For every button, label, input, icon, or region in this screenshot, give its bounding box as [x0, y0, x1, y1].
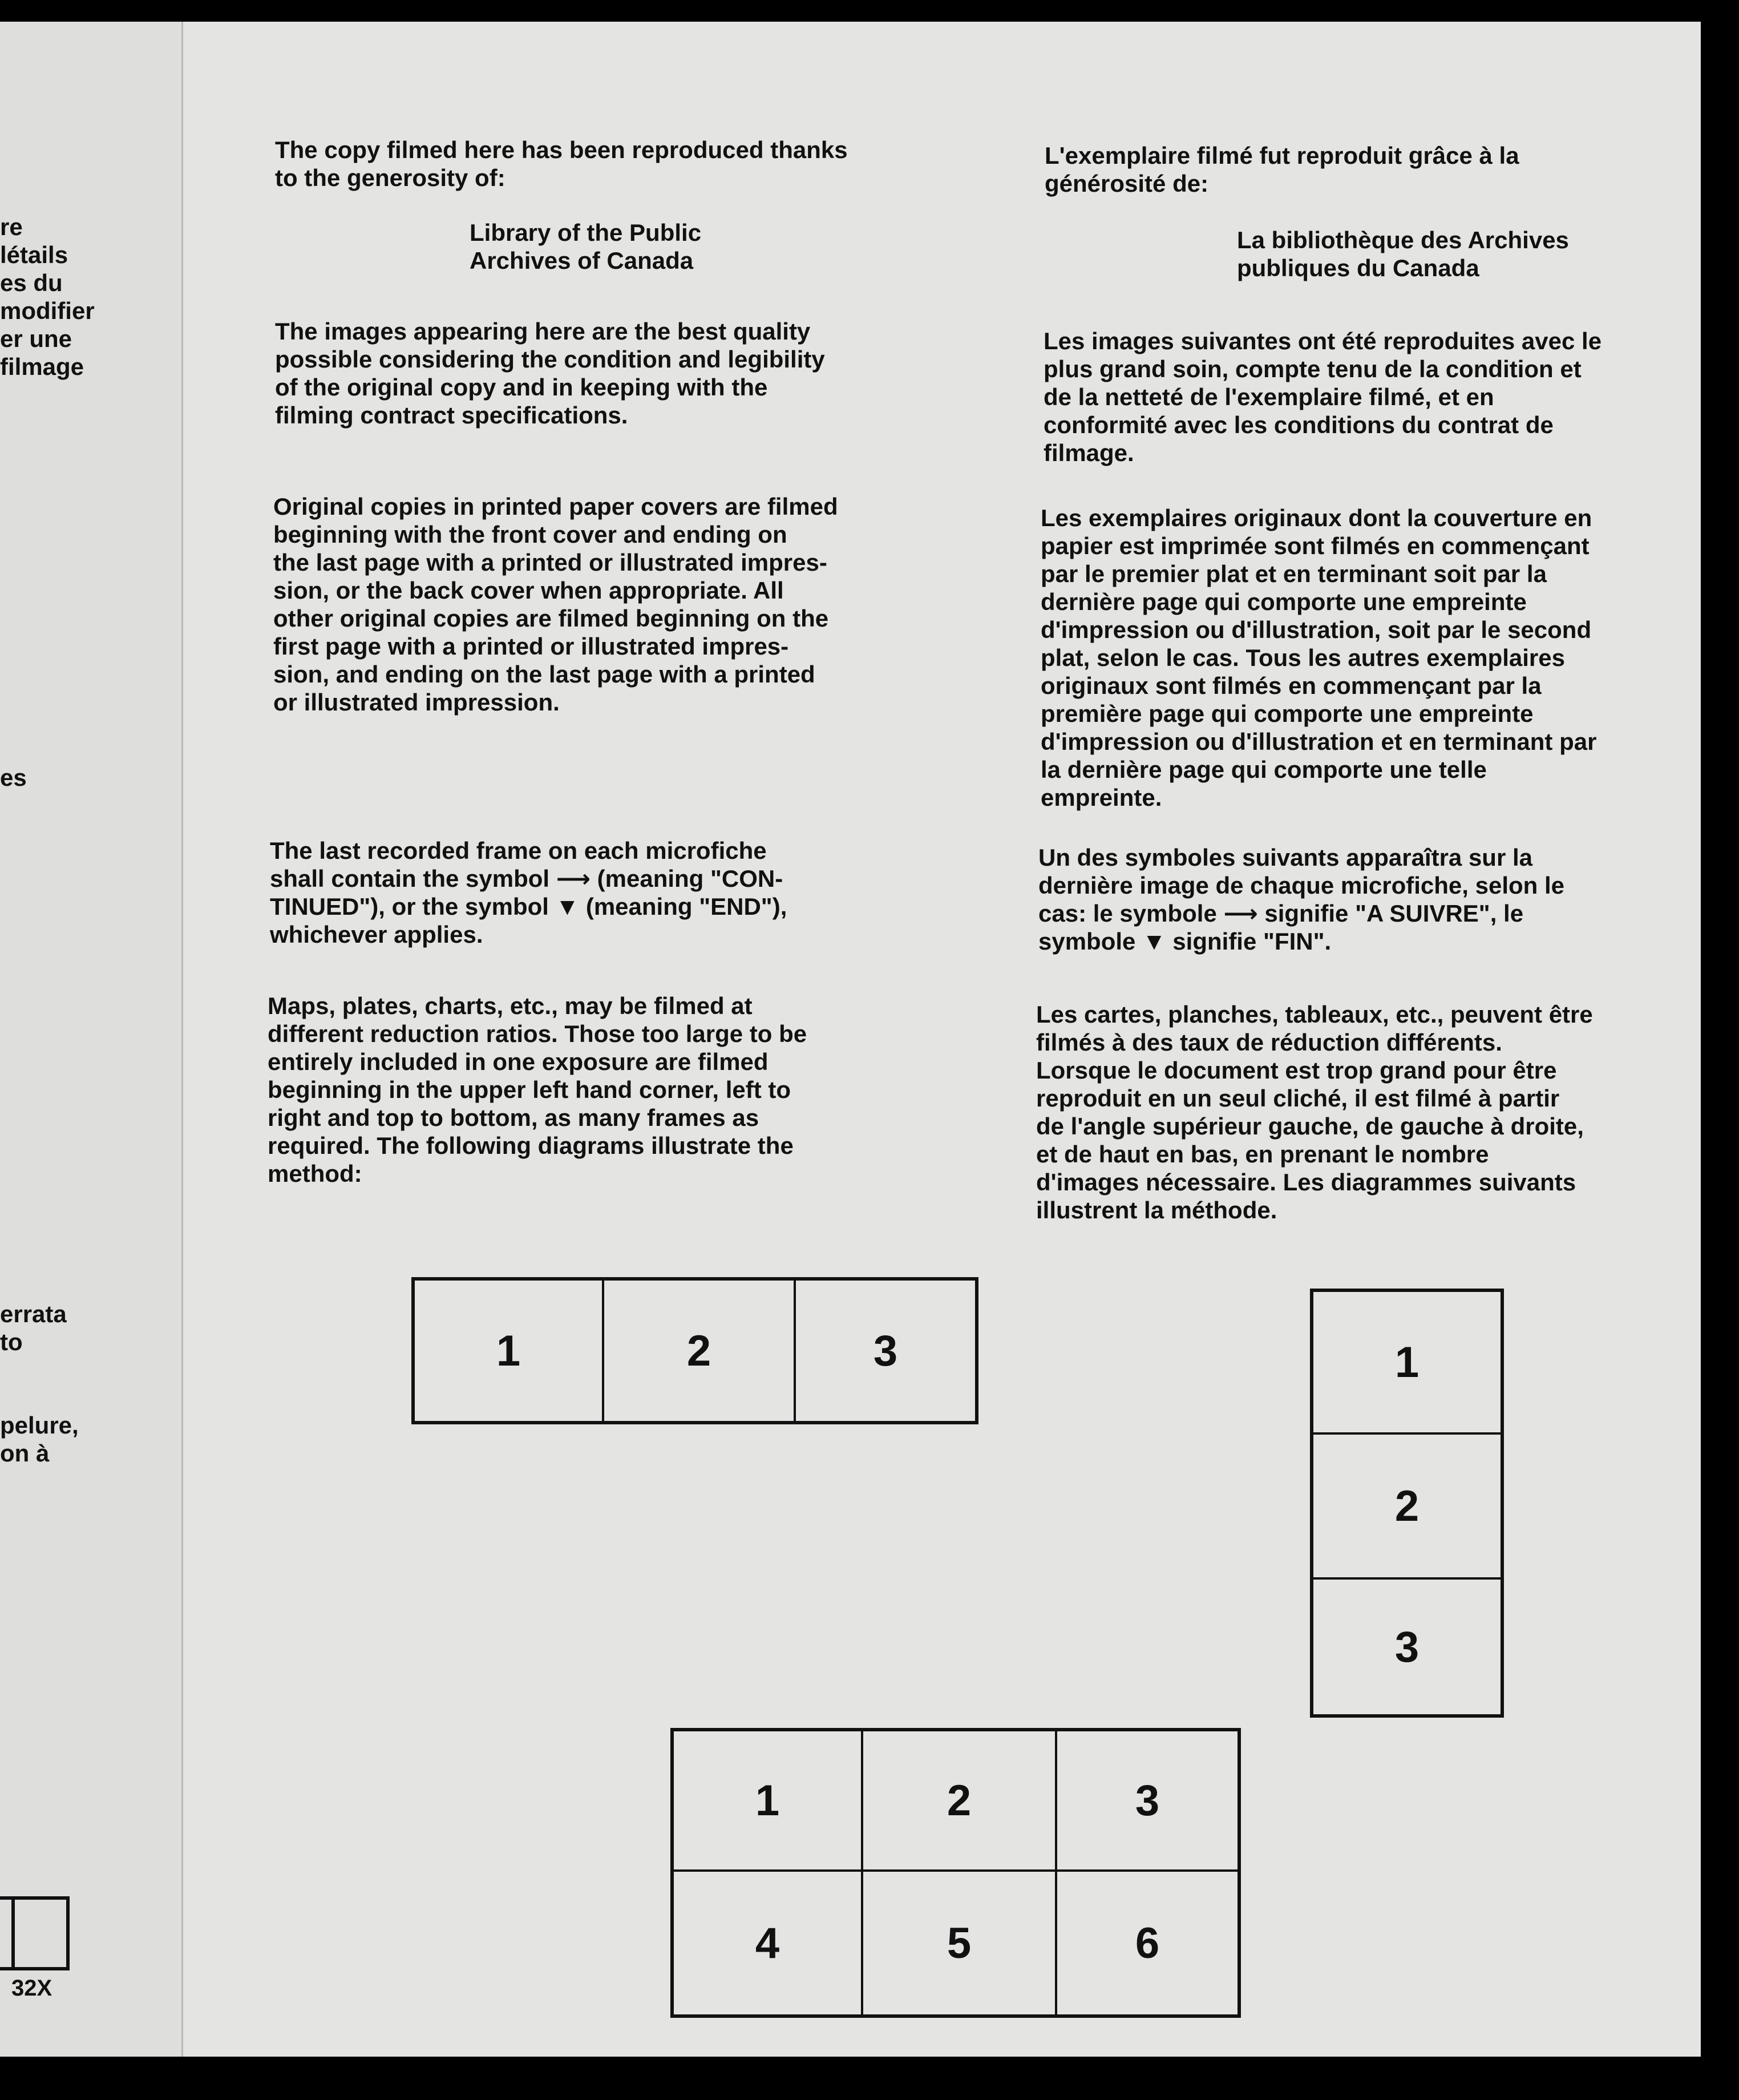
- reduction-target-box: [0, 1896, 70, 1970]
- diagram-grid-cell-1: 1: [755, 1776, 780, 1825]
- reduction-mark: 32X: [11, 1976, 52, 2001]
- fr-quality-paragraph: Les images suivantes ont été reproduites avec le plus grand soin, compte tenu de la condition et de la netteté de l'exemplaire filmé, et en conformité avec les conditions du contrat de filmage.: [1044, 328, 1602, 466]
- diagram-vertical-cell-1: 1: [1394, 1338, 1419, 1387]
- diagram-horizontal-cell-1: 1: [496, 1326, 521, 1375]
- en-credit-intro: The copy filmed here has been reproduced thanks to the generosity of:: [275, 136, 848, 191]
- en-symbols-paragraph: The last recorded frame on each microfiche shall contain the symbol ⟶ (meaning "CON- TINUED"), or the symbol ▼ (meaning "END"), whichever applies.: [270, 837, 787, 948]
- adjacent-page-strip: [0, 22, 181, 2057]
- left-fragment-4: pelure, on à: [0, 1412, 79, 1467]
- diagram-vertical-cell-3: 3: [1313, 1577, 1501, 1714]
- diagram-grid-cell-3: 3: [1055, 1731, 1237, 1869]
- diagram-grid-cell-4: 4: [674, 1869, 861, 2014]
- diagram-vertical-cell-2: 2: [1313, 1432, 1501, 1577]
- diagram-horizontal: [411, 1277, 978, 1424]
- en-covers-paragraph: Original copies in printed paper covers are filmed beginning with the front cover and ending on the last page with a printed or illustrated impres- sion, or the back cover when appropriate. All other original copies are filmed beginning on the first page with a printed or illustrated impres- sion, and ending on the last page with a printed or illustrated impression.: [273, 493, 838, 716]
- diagram-grid-cell-6: 6: [1055, 1869, 1237, 2014]
- fr-maps-paragraph: Les cartes, planches, tableaux, etc., peuvent être filmés à des taux de réduction différents. Lorsque le document est trop grand pour être reproduit en un seul cliché, il est filmé à partir de l'angle supérieur gauche, de gauche à droite, et de haut en bas, en prenant le nombre d'images nécessaire. Les diagrammes suivants illustrent la méthode.: [1036, 1001, 1593, 1223]
- left-fragment-1: re létails es du modifier er une filmage: [0, 213, 95, 380]
- diagram-horizontal-cell-3: 3: [794, 1281, 975, 1421]
- fr-institution: La bibliothèque des Archives publiques du Canada: [1237, 227, 1569, 281]
- diagram-grid: [670, 1728, 1241, 2018]
- en-maps-paragraph: Maps, plates, charts, etc., may be filmed at different reduction ratios. Those too large to be entirely included in one exposure are filmed beginning in the upper left hand corner, left to right and top to bottom, as many frames as required. The following diagrams illustrate the method:: [268, 992, 807, 1187]
- diagram-grid-cell-2: 2: [861, 1731, 1055, 1869]
- diagram-horizontal-cell-2: 2: [602, 1281, 794, 1421]
- fr-symbols-paragraph: Un des symboles suivants apparaîtra sur la dernière image de chaque microfiche, selon le cas: le symbole ⟶ signifie "A SUIVRE", le symbole ▼ signifie "FIN".: [1038, 844, 1564, 955]
- left-fragment-3: errata to: [0, 1301, 67, 1355]
- fr-covers-paragraph: Les exemplaires originaux dont la couverture en papier est imprimée sont filmés en commençant par le premier plat et en terminant soit par la dernière page qui comporte une empreinte d'impression ou d'illustration, soit par le second plat, selon le cas. Tous les autres exemplaires originaux sont filmés en commençant par la première page qui comporte une empreinte d'impression ou d'illustration et en terminant par la dernière page qui comporte une telle empreinte.: [1041, 504, 1597, 811]
- en-quality-paragraph: The images appearing here are the best quality possible considering the condition and legibility of the original copy and in keeping with the filming contract specifications.: [275, 318, 825, 429]
- en-institution: Library of the Public Archives of Canada: [470, 219, 702, 274]
- diagram-vertical: [1310, 1289, 1504, 1718]
- main-page: [183, 22, 1701, 2057]
- scan-border-right: [1701, 22, 1739, 2057]
- fr-credit-intro: L'exemplaire filmé fut reproduit grâce à la générosité de:: [1045, 142, 1519, 197]
- diagram-grid-cell-5: 5: [861, 1869, 1055, 2014]
- left-fragment-2: es: [0, 764, 27, 791]
